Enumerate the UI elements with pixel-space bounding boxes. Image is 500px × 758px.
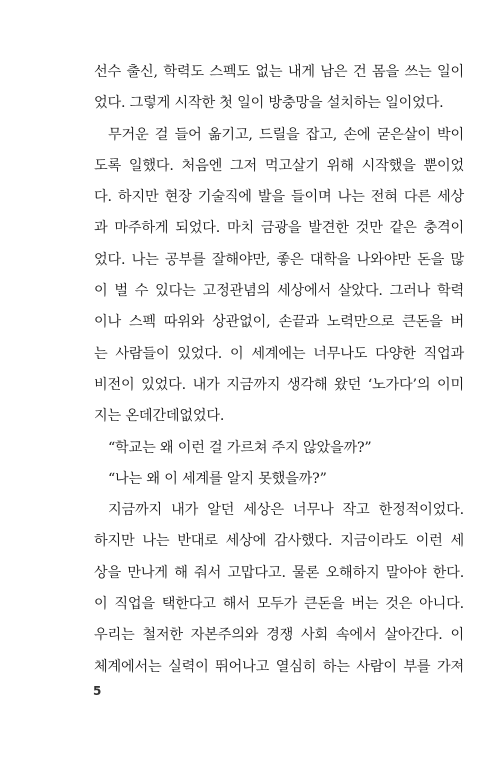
text-line: 이 벌 수 있다는 고정관념의 세상에서 살았다. 그러나 학력 [94, 283, 464, 300]
text-line: 하지만 나는 반대로 세상에 감사했다. 지금이라도 이런 세 [94, 533, 464, 550]
page-number: 5 [93, 684, 102, 698]
text-line: 었다. 나는 공부를 잘해야만, 좋은 대학을 나와야만 돈을 많 [94, 251, 464, 268]
text-line: 었다. 그렇게 시작한 첫 일이 방충망을 설치하는 일이었다. [94, 95, 444, 112]
text-line: 우리는 철저한 자본주의와 경쟁 사회 속에서 살아간다. 이 [94, 627, 464, 644]
body-text [94, 57, 464, 683]
text-line: 체계에서는 실력이 뛰어나고 열심히 하는 사람이 부를 가져 [94, 658, 464, 675]
text-line: 이나 스펙 따위와 상관없이, 손끝과 노력만으로 큰돈을 버 [94, 314, 464, 331]
text-line: 이 직업을 택한다고 해서 모두가 큰돈을 버는 것은 아니다. [94, 596, 464, 613]
text-line: 는 사람들이 있었다. 이 세계에는 너무나도 다양한 직업과 [94, 345, 464, 362]
text-line: 지는 온데간데없었다. [94, 408, 225, 425]
text-line: 지금까지 내가 알던 세상은 너무나 작고 한정적이었다. [108, 502, 464, 519]
text-line: “학교는 왜 이런 걸 가르쳐 주지 않았을까?” [108, 439, 372, 456]
text-line: 도록 일했다. 처음엔 그저 먹고살기 위해 시작했을 뿐이었 [94, 157, 464, 174]
text-line: 상을 만나게 해 줘서 고맙다고. 물론 오해하지 말아야 한다. [94, 564, 464, 581]
text-line: “나는 왜 이 세계를 알지 못했을까?” [108, 470, 327, 487]
text-line: 무거운 걸 들어 옮기고, 드릴을 잡고, 손에 굳은살이 박이 [108, 126, 464, 143]
text-line: 다. 하지만 현장 기술직에 발을 들이며 나는 전혀 다른 세상 [94, 189, 464, 206]
text-line: 과 마주하게 되었다. 마치 금광을 발견한 것만 같은 충격이 [94, 220, 464, 237]
text-line: 선수 출신, 학력도 스펙도 없는 내게 남은 건 몸을 쓰는 일이 [94, 64, 464, 80]
text-line: 비전이 있었다. 내가 지금까지 생각해 왔던 ‘노가다’의 이미 [94, 376, 464, 393]
